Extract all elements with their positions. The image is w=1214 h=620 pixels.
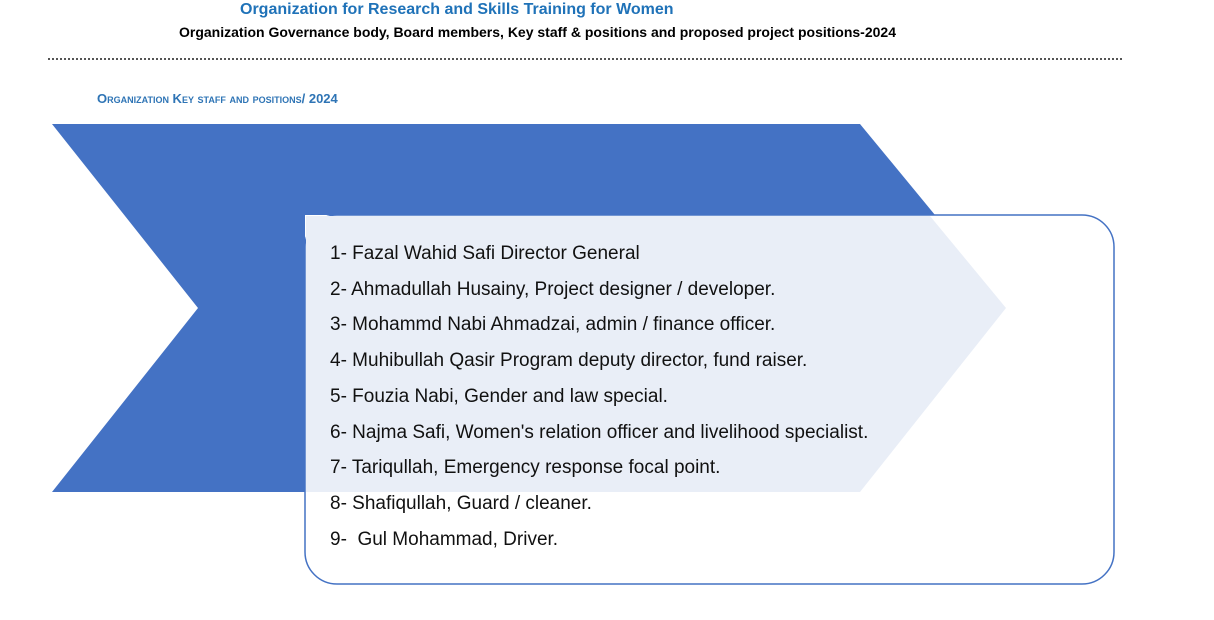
document-subtitle: Organization Governance body, Board members, Key staff & positions and proposed project positions-2024 (179, 24, 896, 40)
staff-item: 3- Mohammd Nabi Ahmadzai, admin / finance officer. (330, 314, 776, 336)
staff-item: 9- Gul Mohammad, Driver. (330, 528, 559, 550)
staff-item: 5- Fouzia Nabi, Gender and law special. (330, 385, 668, 407)
staff-item: 1- Fazal Wahid Safi Director General (330, 243, 640, 264)
staff-list (330, 236, 868, 557)
org-title: Organization for Research and Skills Training for Women (240, 1, 674, 18)
staff-item: 4- Muhibullah Qasir Program deputy director, fund raiser. (330, 350, 808, 372)
staff-item: 2- Ahmadullah Husainy, Project designer / developer. (330, 278, 776, 300)
staff-item: 7- Tariqullah, Emergency response focal point. (330, 457, 721, 479)
section-heading: Organization Key staff and positions/ 2024 (97, 91, 338, 106)
staff-item: 8- Shafiqullah, Guard / cleaner. (330, 492, 592, 514)
staff-item: 6- Najma Safi, Women's relation officer and livelihood specialist. (330, 421, 869, 443)
